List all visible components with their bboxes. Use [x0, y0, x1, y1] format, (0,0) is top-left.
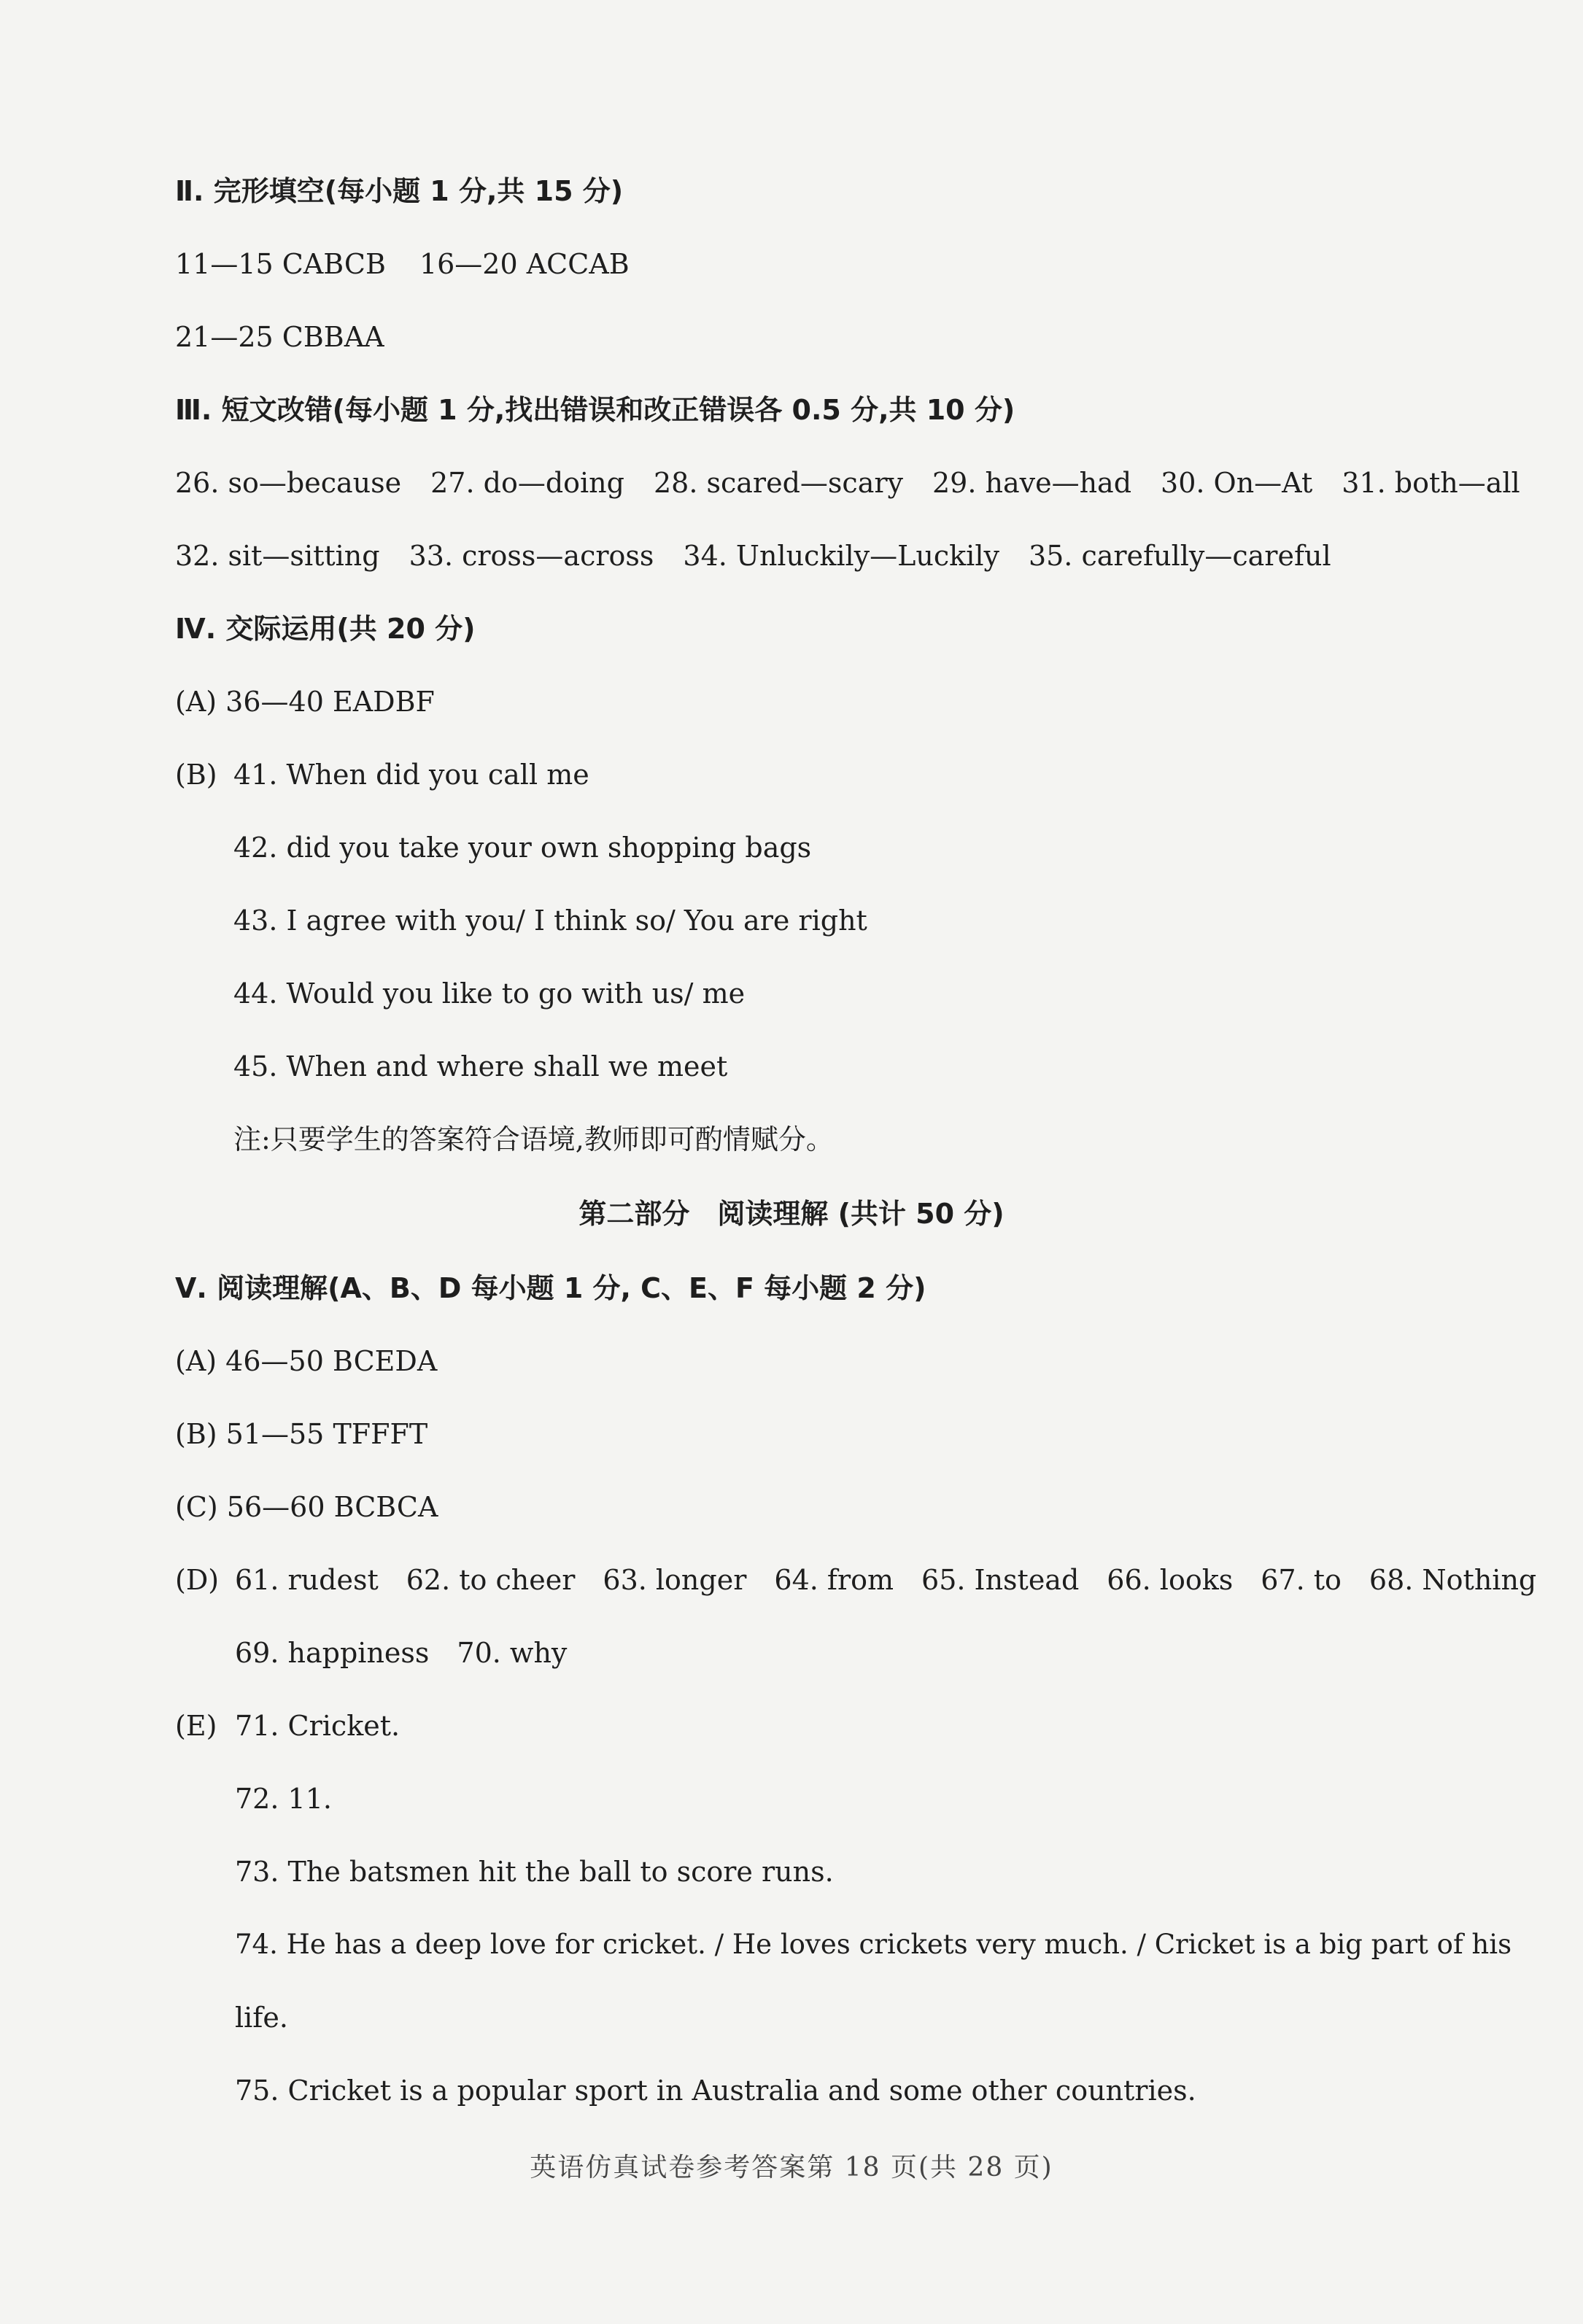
- correction-item: 34. Unluckily—Luckily: [683, 540, 999, 572]
- answer-item: 68. Nothing: [1369, 1564, 1537, 1596]
- answer-line: (A) 46—50 BCEDA: [175, 1345, 438, 1377]
- answer-line: (C) 56—60 BCBCA: [175, 1491, 438, 1523]
- answer-row: [235, 1635, 567, 1670]
- note: 注:只要学生的答案符合语境,教师即可酌情赋分。: [233, 1123, 834, 1155]
- answer-item: 75. Cricket is a popular sport in Australia and some other countries.: [235, 2075, 1196, 2107]
- answer-item: 72. 11.: [235, 1783, 332, 1815]
- correction-item: 35. carefully—careful: [1028, 540, 1331, 572]
- answer-line: [175, 247, 630, 282]
- correction-item: 32. sit—sitting: [175, 540, 380, 572]
- answer-label: (B): [175, 759, 217, 791]
- answer-line: (A) 36—40 EADBF: [175, 686, 435, 718]
- answer-item-continuation: life.: [235, 2002, 288, 2034]
- answer-item: 42. did you take your own shopping bags: [233, 832, 812, 864]
- answer-line: (B) 51—55 TFFFT: [175, 1418, 428, 1450]
- section-2-heading: Ⅱ. 完形填空(每小题 1 分,共 15 分): [175, 175, 624, 207]
- page-footer: 英语仿真试卷参考答案第 18 页(共 28 页): [530, 2153, 1053, 2182]
- answer-item: 70. why: [457, 1637, 568, 1669]
- answer-item: 61. rudest: [235, 1564, 379, 1596]
- answer-group: 16—20 ACCAB: [419, 248, 630, 280]
- answer-item: 73. The batsmen hit the ball to score runs.: [235, 1856, 834, 1888]
- answer-item: 41. When did you call me: [233, 759, 589, 791]
- answer-item: 45. When and where shall we meet: [233, 1050, 728, 1082]
- answer-group: 11—15 CABCB: [175, 248, 386, 280]
- answer-item: 69. happiness: [235, 1637, 430, 1669]
- answer-item: 67. to: [1261, 1564, 1342, 1596]
- correction-item: 28. scared—scary: [653, 467, 903, 499]
- answer-item: 44. Would you like to go with us/ me: [233, 977, 746, 1010]
- correction-item: 30. On—At: [1161, 467, 1313, 499]
- answer-item: 64. from: [774, 1564, 894, 1596]
- section-3-heading: Ⅲ. 短文改错(每小题 1 分,找出错误和改正错误各 0.5 分,共 10 分): [175, 394, 1015, 426]
- correction-item: 27. do—doing: [430, 467, 624, 499]
- correction-item: 31. both—all: [1342, 467, 1520, 499]
- answer-item: 43. I agree with you/ I think so/ You are right: [233, 905, 867, 937]
- answer-label: (E): [175, 1710, 217, 1742]
- answer-row: [235, 1562, 1536, 1597]
- correction-row: [175, 465, 1520, 500]
- correction-item: 33. cross—across: [409, 540, 654, 572]
- correction-item: 26. so—because: [175, 467, 402, 499]
- section-5-heading: Ⅴ. 阅读理解(A、B、D 每小题 1 分, C、E、F 每小题 2 分): [175, 1272, 926, 1304]
- answer-label: (D): [175, 1564, 220, 1596]
- correction-row: [175, 538, 1331, 573]
- correction-item: 29. have—had: [932, 467, 1132, 499]
- answer-item: 71. Cricket.: [235, 1710, 400, 1742]
- answer-item: 62. to cheer: [406, 1564, 576, 1596]
- answer-item: 66. looks: [1107, 1564, 1234, 1596]
- answer-line: 21—25 CBBAA: [175, 321, 384, 353]
- answer-item: 74. He has a deep love for cricket. / He loves crickets very much. / Cricket is a big part of his: [235, 1929, 1512, 1960]
- part-title: 第二部分 阅读理解 (共计 50 分): [578, 1198, 1005, 1230]
- answer-item: 65. Instead: [921, 1564, 1080, 1596]
- answer-item: 63. longer: [603, 1564, 747, 1596]
- section-4-heading: Ⅳ. 交际运用(共 20 分): [175, 613, 476, 645]
